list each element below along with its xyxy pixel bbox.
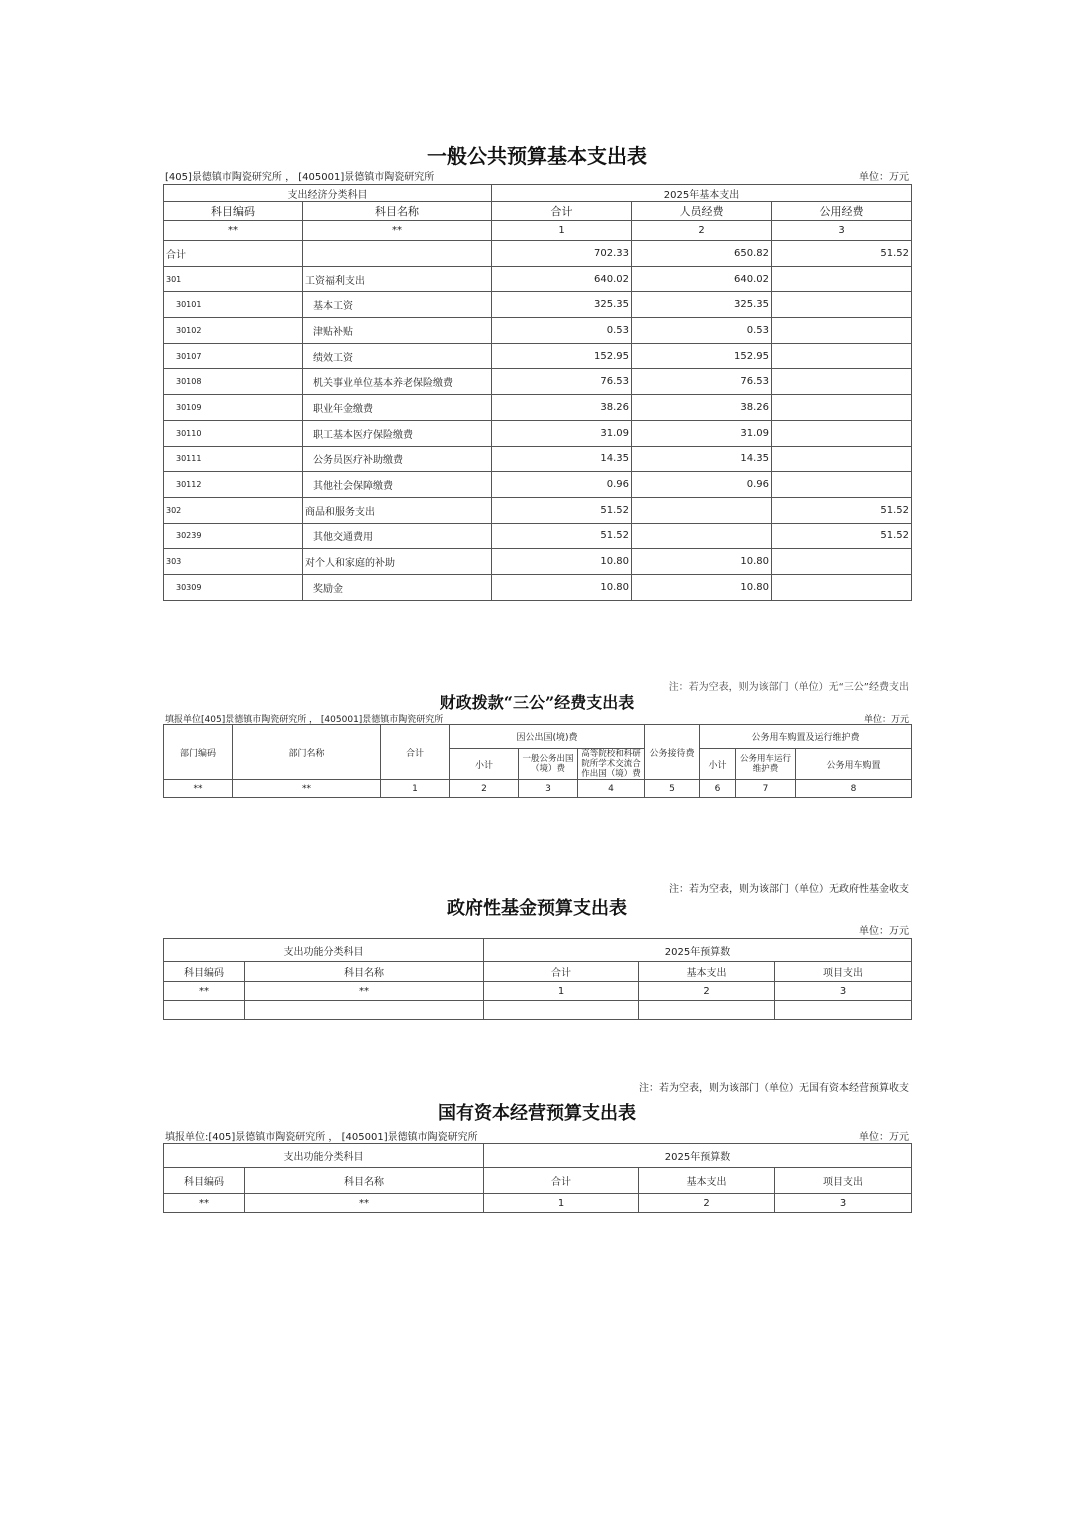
header-official-car: 公务用车购置及运行维护费 — [700, 725, 912, 749]
index-cell: 2 — [639, 1194, 775, 1213]
total-cell: 0.53 — [492, 318, 632, 344]
code-cell: 30109 — [164, 395, 303, 421]
index-cell: 3 — [775, 1194, 912, 1213]
table-title: 政府性基金预算支出表 — [447, 898, 627, 919]
public-cell — [772, 266, 912, 292]
code-cell: 30112 — [164, 472, 303, 498]
table-row — [164, 446, 912, 472]
personnel-cell: 650.82 — [632, 241, 772, 267]
total-cell: 76.53 — [492, 369, 632, 395]
index-cell: 3 — [772, 221, 912, 241]
table-title: 国有资本经营预算支出表 — [438, 1103, 636, 1124]
table-title: 一般公共预算基本支出表 — [427, 144, 647, 168]
total-cell: 10.80 — [492, 574, 632, 600]
sub-header: 公务用车购置 — [796, 749, 912, 780]
code-cell: 30309 — [164, 574, 303, 600]
personnel-cell: 38.26 — [632, 395, 772, 421]
public-cell: 51.52 — [772, 497, 912, 523]
index-cell: 8 — [796, 780, 912, 798]
sub-header: 小计 — [700, 749, 736, 780]
name-cell: 其他社会保障缴费 — [303, 472, 492, 498]
public-cell — [772, 472, 912, 498]
personnel-cell: 14.35 — [632, 446, 772, 472]
code-cell: 30239 — [164, 523, 303, 549]
index-cell: 1 — [381, 780, 450, 798]
unit-label: 单位：万元 — [859, 172, 909, 183]
code-cell: 30108 — [164, 369, 303, 395]
column-header: 合计 — [484, 1168, 639, 1194]
personnel-cell: 0.53 — [632, 318, 772, 344]
header-group-func: 支出功能分类科目 — [164, 939, 484, 962]
total-cell: 325.35 — [492, 292, 632, 318]
three-public-expenses-table — [163, 724, 912, 798]
column-header: 项目支出 — [775, 962, 912, 982]
column-header: 科目编码 — [164, 962, 245, 982]
personnel-cell: 10.80 — [632, 574, 772, 600]
personnel-cell — [632, 497, 772, 523]
code-cell: 303 — [164, 549, 303, 575]
total-cell: 10.80 — [492, 549, 632, 575]
sub-header: 一般公务出国（境）费 — [519, 749, 578, 780]
index-cell: 7 — [736, 780, 796, 798]
code-cell: 30111 — [164, 446, 303, 472]
header-total: 合计 — [381, 725, 450, 780]
index-cell: ** — [245, 982, 484, 1001]
public-cell: 51.52 — [772, 241, 912, 267]
table-row — [164, 266, 912, 292]
header-group-econ: 支出经济分类科目 — [164, 185, 492, 202]
column-header: 科目名称 — [245, 962, 484, 982]
index-cell: ** — [164, 982, 245, 1001]
column-header: 科目名称 — [245, 1168, 484, 1194]
empty-table-note: 注：若为空表，则为该部门（单位）无国有资本经营预算收支 — [639, 1083, 909, 1094]
total-cell: 702.33 — [492, 241, 632, 267]
index-cell: ** — [245, 1194, 484, 1213]
unit-label: 单位：万元 — [863, 715, 909, 725]
personnel-cell — [632, 523, 772, 549]
index-cell: 6 — [700, 780, 736, 798]
code-cell: 301 — [164, 266, 303, 292]
name-cell: 职业年金缴费 — [303, 395, 492, 421]
sub-header: 小计 — [450, 749, 519, 780]
index-cell: 2 — [632, 221, 772, 241]
index-cell: ** — [164, 780, 233, 798]
unit-label: 单位：万元 — [859, 926, 909, 937]
column-header: 合计 — [484, 962, 639, 982]
public-cell — [772, 343, 912, 369]
state-capital-section — [163, 1073, 911, 1213]
code-cell: 合计 — [164, 241, 303, 267]
public-cell — [772, 369, 912, 395]
code-cell: 302 — [164, 497, 303, 523]
name-cell: 其他交通费用 — [303, 523, 492, 549]
total-cell: 31.09 — [492, 420, 632, 446]
column-header: 人员经费 — [632, 202, 772, 221]
public-cell — [772, 395, 912, 421]
general-budget-basic-expenditure-section — [163, 140, 911, 610]
name-cell: 职工基本医疗保险缴费 — [303, 420, 492, 446]
personnel-cell: 325.35 — [632, 292, 772, 318]
index-cell: 2 — [450, 780, 519, 798]
index-cell: 2 — [639, 982, 775, 1001]
personnel-cell: 640.02 — [632, 266, 772, 292]
personnel-cell: 10.80 — [632, 549, 772, 575]
personnel-cell: 31.09 — [632, 420, 772, 446]
empty-table-note: 注：若为空表，则为该部门（单位）无政府性基金收支 — [669, 884, 909, 895]
name-cell: 机关事业单位基本养老保险缴费 — [303, 369, 492, 395]
table-row — [164, 497, 912, 523]
name-cell: 工资福利支出 — [303, 266, 492, 292]
total-cell: 51.52 — [492, 497, 632, 523]
general-budget-table — [163, 184, 912, 601]
table-row — [164, 241, 912, 267]
column-header: 项目支出 — [775, 1168, 912, 1194]
personnel-cell: 76.53 — [632, 369, 772, 395]
header-group-func: 支出功能分类科目 — [164, 1144, 484, 1168]
column-header: 公用经费 — [772, 202, 912, 221]
total-cell: 51.52 — [492, 523, 632, 549]
header-abroad: 因公出国(境)费 — [450, 725, 645, 749]
code-cell: 30110 — [164, 420, 303, 446]
index-cell: 1 — [492, 221, 632, 241]
total-cell: 640.02 — [492, 266, 632, 292]
header-group-budget: 2025年预算数 — [484, 939, 912, 962]
public-cell — [772, 549, 912, 575]
total-cell: 0.96 — [492, 472, 632, 498]
table-row — [164, 369, 912, 395]
index-cell: ** — [303, 221, 492, 241]
index-cell: 4 — [578, 780, 645, 798]
header-group-basic: 2025年基本支出 — [492, 185, 912, 202]
column-header: 合计 — [492, 202, 632, 221]
three-public-expenses-section — [163, 672, 911, 797]
name-cell: 绩效工资 — [303, 343, 492, 369]
public-cell — [772, 420, 912, 446]
table-row — [164, 523, 912, 549]
public-cell — [772, 574, 912, 600]
header-dept-name: 部门名称 — [233, 725, 381, 780]
table-row — [164, 574, 912, 600]
column-header: 科目名称 — [303, 202, 492, 221]
index-cell: ** — [164, 1194, 245, 1213]
public-cell — [772, 292, 912, 318]
name-cell: 基本工资 — [303, 292, 492, 318]
table-row — [164, 420, 912, 446]
sub-header: 公务用车运行维护费 — [736, 749, 796, 780]
header-dept-code: 部门编码 — [164, 725, 233, 780]
index-cell: ** — [164, 221, 303, 241]
sub-header: 高等院校和科研院所学术交流合作出国（境）费 — [578, 749, 645, 780]
total-cell: 14.35 — [492, 446, 632, 472]
empty-table-note: 注：若为空表，则为该部门（单位）无“三公”经费支出 — [668, 682, 909, 693]
index-cell: 1 — [484, 982, 639, 1001]
name-cell: 奖励金 — [303, 574, 492, 600]
table-row — [164, 472, 912, 498]
code-cell: 30101 — [164, 292, 303, 318]
index-cell: 3 — [519, 780, 578, 798]
personnel-cell: 0.96 — [632, 472, 772, 498]
column-header: 科目编码 — [164, 1168, 245, 1194]
table-row — [164, 395, 912, 421]
table-title: 财政拨款“三公”经费支出表 — [439, 693, 635, 712]
header-reception: 公务接待费 — [645, 725, 700, 780]
name-cell: 对个人和家庭的补助 — [303, 549, 492, 575]
government-fund-section — [163, 872, 911, 1022]
name-cell: 商品和服务支出 — [303, 497, 492, 523]
index-cell: 1 — [484, 1194, 639, 1213]
total-cell: 152.95 — [492, 343, 632, 369]
code-cell: 30107 — [164, 343, 303, 369]
total-cell: 38.26 — [492, 395, 632, 421]
column-header: 科目编码 — [164, 202, 303, 221]
state-capital-table — [163, 1143, 912, 1213]
reporting-unit: 填报单位[405]景德镇市陶瓷研究所 ， [405001]景德镇市陶瓷研究所 — [165, 715, 444, 725]
reporting-unit: [405]景德镇市陶瓷研究所 ， [405001]景德镇市陶瓷研究所 — [165, 172, 435, 183]
unit-label: 单位：万元 — [859, 1132, 909, 1143]
name-cell — [303, 241, 492, 267]
index-cell: 3 — [775, 982, 912, 1001]
public-cell: 51.52 — [772, 523, 912, 549]
table-row — [164, 343, 912, 369]
table-row — [164, 549, 912, 575]
index-cell: 5 — [645, 780, 700, 798]
personnel-cell: 152.95 — [632, 343, 772, 369]
public-cell — [772, 446, 912, 472]
name-cell: 津贴补贴 — [303, 318, 492, 344]
index-cell: ** — [233, 780, 381, 798]
table-row — [164, 292, 912, 318]
code-cell: 30102 — [164, 318, 303, 344]
reporting-unit: 填报单位:[405]景德镇市陶瓷研究所 ， [405001]景德镇市陶瓷研究所 — [165, 1132, 478, 1143]
header-group-budget: 2025年预算数 — [484, 1144, 912, 1168]
name-cell: 公务员医疗补助缴费 — [303, 446, 492, 472]
public-cell — [772, 318, 912, 344]
government-fund-table — [163, 938, 912, 1020]
column-header: 基本支出 — [639, 962, 775, 982]
table-row — [164, 318, 912, 344]
column-header: 基本支出 — [639, 1168, 775, 1194]
